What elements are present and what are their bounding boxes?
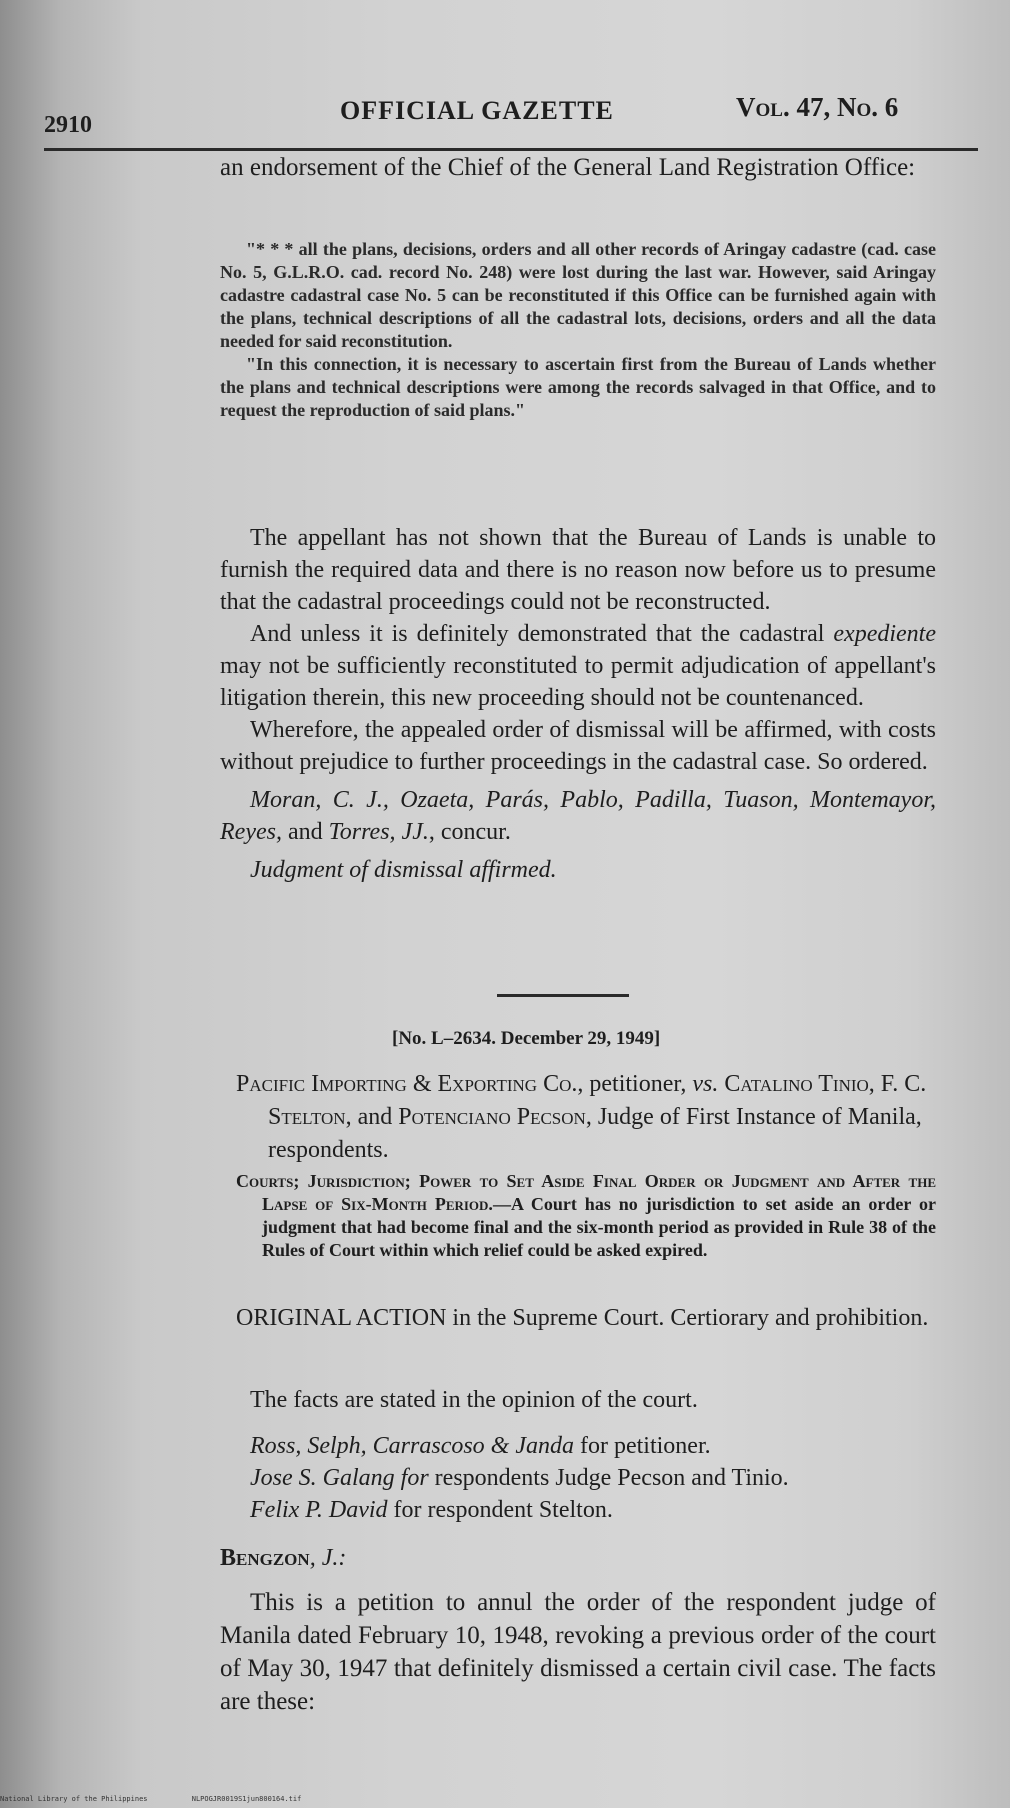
opinion-conclusion bbox=[220, 522, 936, 886]
syllabus-paragraph bbox=[236, 1170, 936, 1262]
judgment-line: Judgment of dismissal affirmed. bbox=[250, 857, 557, 883]
volume-number: Vol. 47, No. 6 bbox=[736, 92, 899, 122]
paragraph-expediente bbox=[220, 618, 936, 714]
versus: vs. bbox=[692, 1071, 719, 1097]
concur-end: , concur. bbox=[428, 819, 511, 845]
counsel-2-for: for bbox=[394, 1465, 429, 1491]
paragraph-expediente-a: And unless it is definitely demonstrated that the cadastral bbox=[250, 621, 834, 647]
paragraph-expediente-b: may not be sufficiently reconstituted to permit adjudication of appellant's litigation therein, this new proceeding should not be countenanced. bbox=[220, 653, 936, 711]
syllabus-body: —A Court has no jurisdiction to set aside an order or judgment that had become final and the six-month period as provided in Rule 38 of the Rules of Court within which relief could be asked expired. bbox=[262, 1194, 936, 1260]
original-action bbox=[236, 1302, 936, 1335]
counsel-3-name: Felix P. David bbox=[250, 1497, 388, 1523]
intro-paragraph: an endorsement of the Chief of the General Land Registration Office: bbox=[220, 154, 916, 181]
counsel-respondents bbox=[220, 1462, 936, 1494]
page-number: 2910 bbox=[44, 112, 92, 138]
section-divider bbox=[497, 994, 629, 997]
syllabus-head: Courts; Jurisdiction; Power to Set Aside Final Order or Judgment and After the Lapse of Six-Month Period. bbox=[236, 1171, 936, 1214]
quote-paragraph-1: "* * * all the plans, decisions, orders and all other records of Aringay cadastre (cad. case No. 5, G.L.R.O. cad. record No. 248) were lost during the last war. However, said Aringay cadastre cadastral case No. 5 can be reconstituted if this Office can be furnished again with the plans, technical descriptions of all the cadastral lots, decisions, orders and all the data needed for said reconstitution. bbox=[220, 239, 936, 351]
quote-paragraph-2: "In this connection, it is necessary to ascertain first from the Bureau of Lands whether the plans and technical descriptions were among the records salvaged in that Office, and to request the reproduction of said plans." bbox=[220, 354, 936, 420]
concurring-justices bbox=[220, 784, 936, 848]
respondent-names: Catalino Tinio, F. C. Stelton, bbox=[268, 1071, 927, 1130]
concur-and: and bbox=[281, 819, 329, 845]
action-line: ORIGINAL ACTION in the Supreme Court. Certiorary and prohibition. bbox=[236, 1305, 929, 1331]
expediente-term: expediente bbox=[833, 621, 936, 647]
counsel-stelton bbox=[220, 1494, 936, 1526]
paragraph-bureau: The appellant has not shown that the Bureau of Lands is unable to furnish the required data and there is no reason now before us to presume that the cadastral proceedings could not be reconstructed. bbox=[220, 525, 936, 615]
counsel-3-role: for respondent Stelton. bbox=[387, 1497, 613, 1523]
facts-line: The facts are stated in the opinion of the court. bbox=[250, 1387, 698, 1413]
parties-and: and bbox=[351, 1104, 399, 1130]
block-quote bbox=[220, 238, 936, 422]
running-title: OFFICIAL GAZETTE bbox=[340, 96, 614, 125]
judge-name: Potenciano Pecson, bbox=[398, 1104, 592, 1130]
counsel-1-name: Ross, Selph, Carrascoso & Janda bbox=[250, 1433, 574, 1459]
paragraph-wherefore: Wherefore, the appealed order of dismissal will be affirmed, with costs without prejudice to further proceedings in the cadastral case. So ordered. bbox=[220, 717, 936, 775]
case-number: [No. L–2634. December 29, 1949] bbox=[392, 1028, 661, 1049]
counsel-petitioner bbox=[220, 1430, 936, 1462]
petitioner-name: Pacific Importing & Exporting Co. bbox=[236, 1071, 578, 1097]
scan-footer bbox=[0, 1795, 341, 1803]
opinion-opening: This is a petition to annul the order of the respondent judge of Manila dated February 10, 1948, revoking a previous order of the court of May 30, 1947 that definitely dismissed a certain civil case. The facts are these: bbox=[220, 1589, 936, 1715]
justice-name: Bengzon bbox=[220, 1545, 310, 1571]
footer-file: NLPOGJR0019S1jun800164.tif bbox=[191, 1795, 302, 1803]
counsel-2-name: Jose S. Galang bbox=[250, 1465, 395, 1491]
counsel-block bbox=[220, 1384, 936, 1718]
parties-paragraph bbox=[236, 1068, 936, 1167]
concur-names: Moran, C. J., Ozaeta, Parás, Pablo, Padilla, Tuason, Montemayor, Reyes, bbox=[220, 787, 936, 845]
intro-text bbox=[220, 152, 936, 184]
case-parties bbox=[236, 1068, 936, 1167]
counsel-2-role: respondents Judge Pecson and Tinio. bbox=[428, 1465, 789, 1491]
judge-role: Judge of First Instance of Manila, respondents. bbox=[268, 1104, 922, 1163]
page-header bbox=[0, 92, 1010, 152]
footer-library: National Library of the Philippines bbox=[0, 1795, 148, 1803]
syllabus bbox=[236, 1170, 936, 1262]
counsel-1-role: for petitioner. bbox=[574, 1433, 711, 1459]
justice-suffix: , J.: bbox=[309, 1545, 347, 1571]
ponente-line bbox=[220, 1542, 936, 1574]
petitioner-role: , petitioner, bbox=[577, 1071, 693, 1097]
concur-last: Torres, JJ. bbox=[328, 819, 429, 845]
header-rule bbox=[44, 148, 978, 151]
